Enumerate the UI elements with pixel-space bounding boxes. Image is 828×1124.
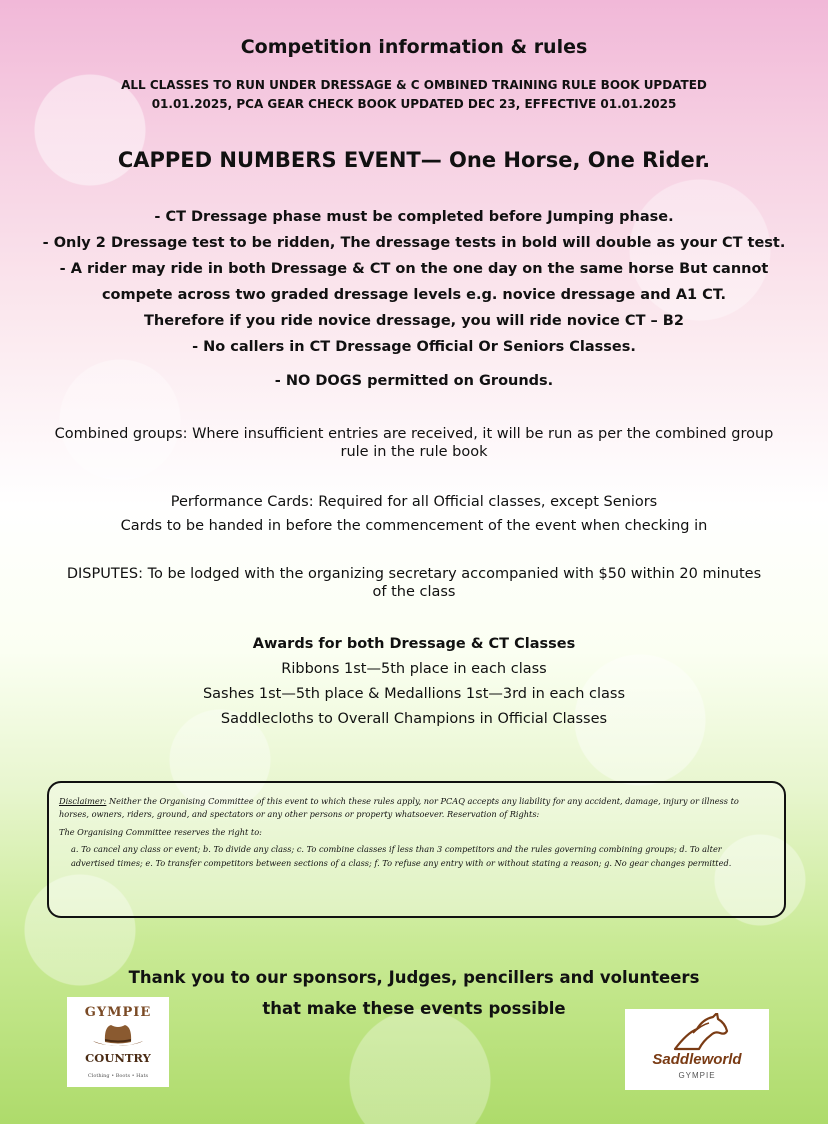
performance-line: Cards to be handed in before the commencement of the event when checking in <box>120 518 708 534</box>
awards-line: Sashes 1st—5th place & Medallions 1st—3rd in each class <box>202 686 626 702</box>
rule-line: - CT Dressage phase must be completed before Jumping phase. <box>154 209 674 225</box>
awards-line: Saddlecloths to Overall Champions in Official Classes <box>220 711 608 727</box>
reservation-text: The Organising Committee reserves the right to: <box>59 826 262 837</box>
saddleworld-logo-location: GYMPIE <box>678 1071 716 1080</box>
rule-line: - A rider may ride in both Dressage & CT on the one day on the same horse But cannot <box>59 261 769 277</box>
cowboy-hat-icon <box>89 1015 147 1051</box>
saddleworld-logo-name: Saddleworld <box>652 1051 742 1068</box>
performance-line: Performance Cards: Required for all Official classes, except Seniors <box>170 494 658 510</box>
thanks-line: that make these events possible <box>262 999 566 1018</box>
reservation-items: a. To cancel any class or event; b. To divide any class; c. To combine classes if less than 3 competitors and the rules governing combining groups; d. To alter advertised times; e. To transfer competitors between sections of a class; f. To refuse any entry with or without stating a reason; g. No gear changes permitted. <box>71 844 732 868</box>
capped-numbers-heading: CAPPED NUMBERS EVENT— One Horse, One Rider. <box>117 148 711 172</box>
disclaimer-body: Neither the Organising Committee of this event to which these rules apply, nor PCAQ accepts any liability for any accident, damage, injury or illness to horses, owners, riders, ground, and spectators or any other persons or property whatsoever. Reservation of Rights: <box>59 796 739 820</box>
rule-line: - No callers in CT Dressage Official Or Seniors Classes. <box>192 339 636 355</box>
awards-heading: Awards for both Dressage & CT Classes <box>252 636 576 652</box>
rules-list <box>0 204 828 360</box>
page-title: Competition information & rules <box>240 36 588 58</box>
gympie-country-logo-tagline: Clothing • Boots • Hats <box>87 1073 149 1079</box>
performance-cards-section <box>0 490 828 538</box>
gympie-country-logo-top: GYMPIE <box>84 1005 152 1020</box>
no-dogs-notice: - NO DOGS permitted on Grounds. <box>274 373 554 389</box>
disclaimer-box <box>47 781 786 918</box>
saddleworld-logo <box>625 1009 769 1090</box>
thanks-line: Thank you to our sponsors, Judges, pencillers and volunteers <box>128 968 700 987</box>
rulebook-notice: ALL CLASSES TO RUN UNDER DRESSAGE & C OMBINED TRAINING RULE BOOK UPDATED 01.01.2025, PCA GEAR CHECK BOOK UPDATED DEC 23, EFFECTIVE 01.01.2025 <box>121 78 707 111</box>
disclaimer-text <box>59 795 767 822</box>
horse-head-icon <box>673 1013 729 1053</box>
rule-line: - Only 2 Dressage test to be ridden, The dressage tests in bold will double as your CT test. <box>42 235 786 251</box>
rule-line: compete across two graded dressage levels e.g. novice dressage and A1 CT. <box>101 287 727 303</box>
awards-section <box>0 632 828 732</box>
disclaimer-label: Disclaimer: <box>59 796 107 806</box>
combined-groups-text: Combined groups: Where insufficient entries are received, it will be run as per the combined group rule in the rule book <box>54 426 774 460</box>
awards-line: Ribbons 1st—5th place in each class <box>281 661 547 677</box>
disputes-text: DISPUTES: To be lodged with the organizing secretary accompanied with $50 within 20 minutes of the class <box>66 566 762 600</box>
gympie-country-logo <box>67 997 169 1087</box>
gympie-country-logo-name: COUNTRY <box>85 1051 151 1065</box>
rule-line: Therefore if you ride novice dressage, you will ride novice CT – B2 <box>144 313 684 329</box>
